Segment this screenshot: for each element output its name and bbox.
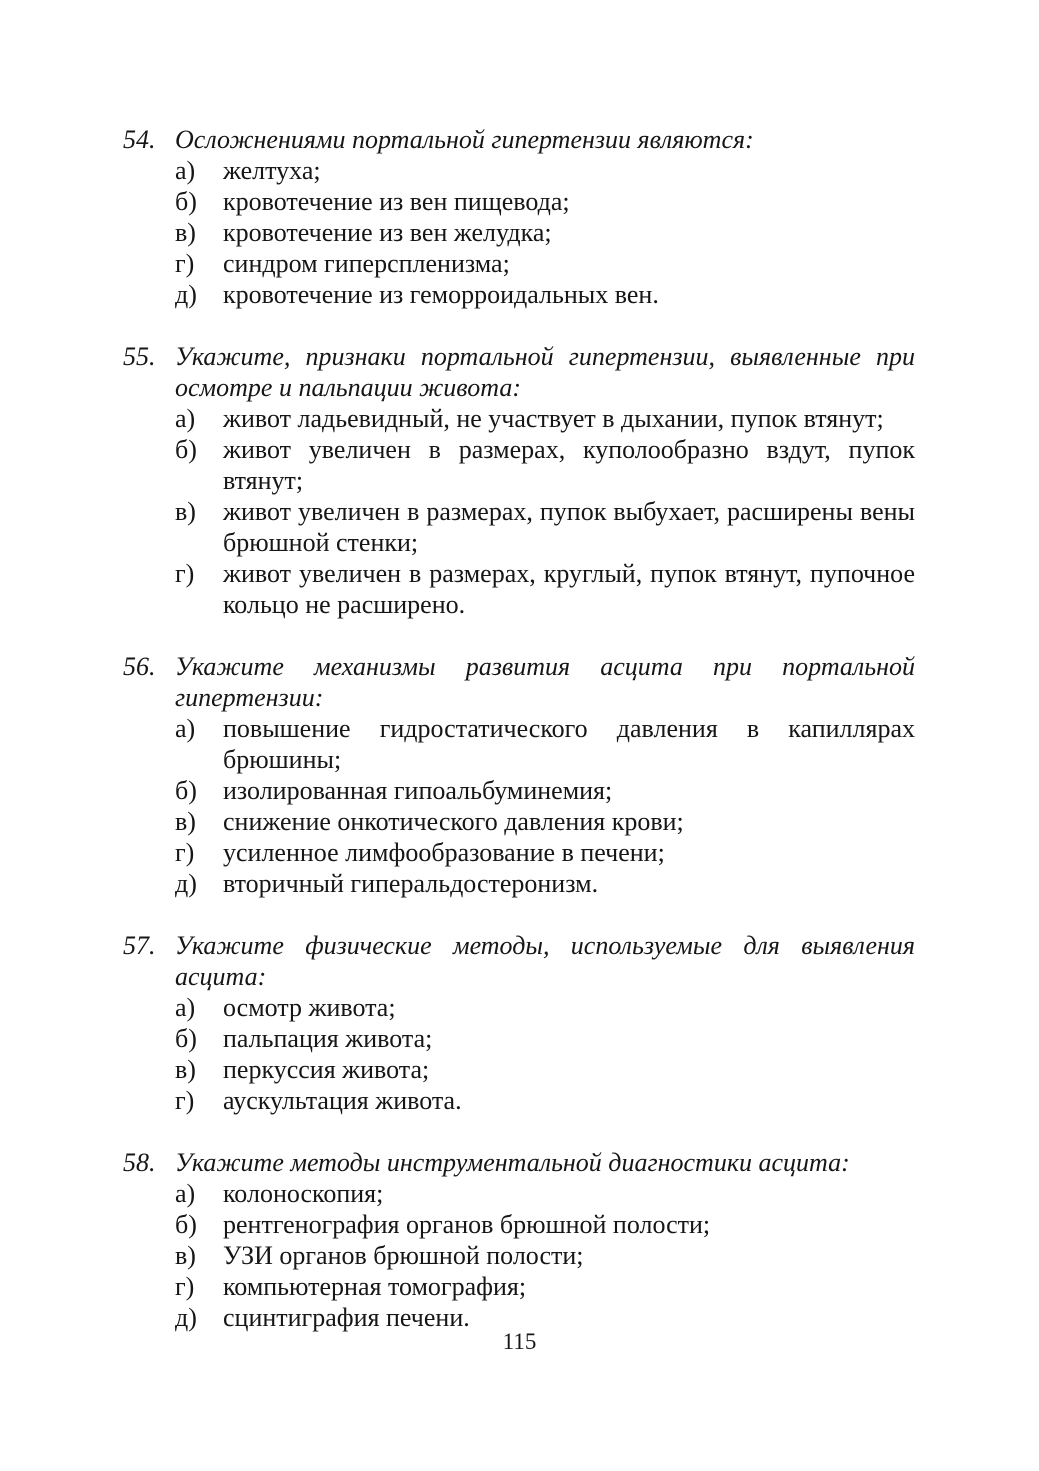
answer-option xyxy=(175,434,915,496)
option-letter: в) xyxy=(175,807,196,836)
question-text: Укажите, признаки портальной гипертензии, выявленные при осмотре и пальпации живота: xyxy=(175,342,915,402)
option-letter: б) xyxy=(175,435,197,464)
page-content xyxy=(123,124,915,1364)
question-heading xyxy=(123,651,915,713)
answer-option xyxy=(175,186,915,217)
question-number: 55. xyxy=(123,342,156,371)
option-text: кровотечение из вен желудка; xyxy=(223,218,552,247)
page-number: 115 xyxy=(502,1329,537,1354)
question-heading xyxy=(123,1147,915,1178)
answer-option xyxy=(175,1054,915,1085)
answer-option xyxy=(175,496,915,558)
answer-option xyxy=(175,775,915,806)
option-letter: в) xyxy=(175,497,196,526)
answer-option xyxy=(175,403,915,434)
option-letter: г) xyxy=(175,559,195,588)
option-letter: а) xyxy=(175,404,196,433)
answer-option xyxy=(175,1023,915,1054)
question-text: Укажите физические методы, используемые для выявления асцита: xyxy=(175,931,915,991)
question-text: Осложнениями портальной гипертензии являются: xyxy=(175,125,754,154)
question-54 xyxy=(123,124,915,310)
option-letter: а) xyxy=(175,1179,196,1208)
answer-option xyxy=(175,1271,915,1302)
option-letter: д) xyxy=(175,1303,197,1332)
question-heading xyxy=(123,341,915,403)
option-letter: д) xyxy=(175,869,197,898)
option-text: живот увеличен в размерах, круглый, пупок втянут, пупочное кольцо не расширено. xyxy=(223,559,915,619)
option-text: пальпация живота; xyxy=(223,1024,433,1053)
option-text: вторичный гиперальдостеронизм. xyxy=(223,869,599,898)
answer-option xyxy=(175,806,915,837)
question-56 xyxy=(123,651,915,899)
question-number: 57. xyxy=(123,931,156,960)
answer-option xyxy=(175,992,915,1023)
answer-option xyxy=(175,558,915,620)
option-text: осмотр живота; xyxy=(223,993,396,1022)
question-number: 58. xyxy=(123,1148,156,1177)
answer-option xyxy=(175,1240,915,1271)
answer-option xyxy=(175,868,915,899)
option-text: сцинтиграфия печени. xyxy=(223,1303,470,1332)
option-text: усиленное лимфообразование в печени; xyxy=(223,838,665,867)
answer-option xyxy=(175,155,915,186)
question-number: 54. xyxy=(123,125,156,154)
option-text: кровотечение из вен пищевода; xyxy=(223,187,570,216)
option-text: повышение гидростатического давления в капиллярах брюшины; xyxy=(223,714,915,774)
option-text: аускультация живота. xyxy=(223,1086,462,1115)
question-heading xyxy=(123,124,915,155)
option-letter: б) xyxy=(175,1210,197,1239)
option-letter: а) xyxy=(175,714,196,743)
option-text: живот увеличен в размерах, пупок выбухает, расширены вены брюшной стенки; xyxy=(223,497,915,557)
option-letter: а) xyxy=(175,156,196,185)
option-letter: г) xyxy=(175,1086,195,1115)
option-letter: а) xyxy=(175,993,196,1022)
option-text: перкуссия живота; xyxy=(223,1055,430,1084)
answer-option xyxy=(175,1178,915,1209)
option-text: кровотечение из геморроидальных вен. xyxy=(223,280,659,309)
answer-option xyxy=(175,1209,915,1240)
option-letter: б) xyxy=(175,1024,197,1053)
option-text: колоноскопия; xyxy=(223,1179,384,1208)
option-letter: г) xyxy=(175,1272,195,1301)
answer-option xyxy=(175,713,915,775)
question-text: Укажите методы инструментальной диагностики асцита: xyxy=(175,1148,850,1177)
option-letter: в) xyxy=(175,1055,196,1084)
option-text: рентгенография органов брюшной полости; xyxy=(223,1210,711,1239)
answer-option xyxy=(175,248,915,279)
option-text: желтуха; xyxy=(223,156,321,185)
option-letter: б) xyxy=(175,187,197,216)
question-text: Укажите механизмы развития асцита при портальной гипертензии: xyxy=(175,652,915,712)
answer-option xyxy=(175,279,915,310)
option-letter: г) xyxy=(175,249,195,278)
question-55 xyxy=(123,341,915,620)
option-text: компьютерная томография; xyxy=(223,1272,527,1301)
answer-option xyxy=(175,837,915,868)
option-text: УЗИ органов брюшной полости; xyxy=(223,1241,584,1270)
answer-option xyxy=(175,1085,915,1116)
option-letter: в) xyxy=(175,1241,196,1270)
question-number: 56. xyxy=(123,652,156,681)
option-letter: г) xyxy=(175,838,195,867)
option-text: синдром гиперспленизма; xyxy=(223,249,510,278)
question-57 xyxy=(123,930,915,1116)
option-text: снижение онкотического давления крови; xyxy=(223,807,684,836)
option-letter: б) xyxy=(175,776,197,805)
question-heading xyxy=(123,930,915,992)
option-letter: д) xyxy=(175,280,197,309)
option-text: изолированная гипоальбуминемия; xyxy=(223,776,613,805)
question-58 xyxy=(123,1147,915,1333)
option-text: живот ладьевидный, не участвует в дыхании, пупок втянут; xyxy=(223,404,884,433)
option-text: живот увеличен в размерах, куполообразно вздут, пупок втянут; xyxy=(223,435,915,495)
answer-option xyxy=(175,217,915,248)
option-letter: в) xyxy=(175,218,196,247)
